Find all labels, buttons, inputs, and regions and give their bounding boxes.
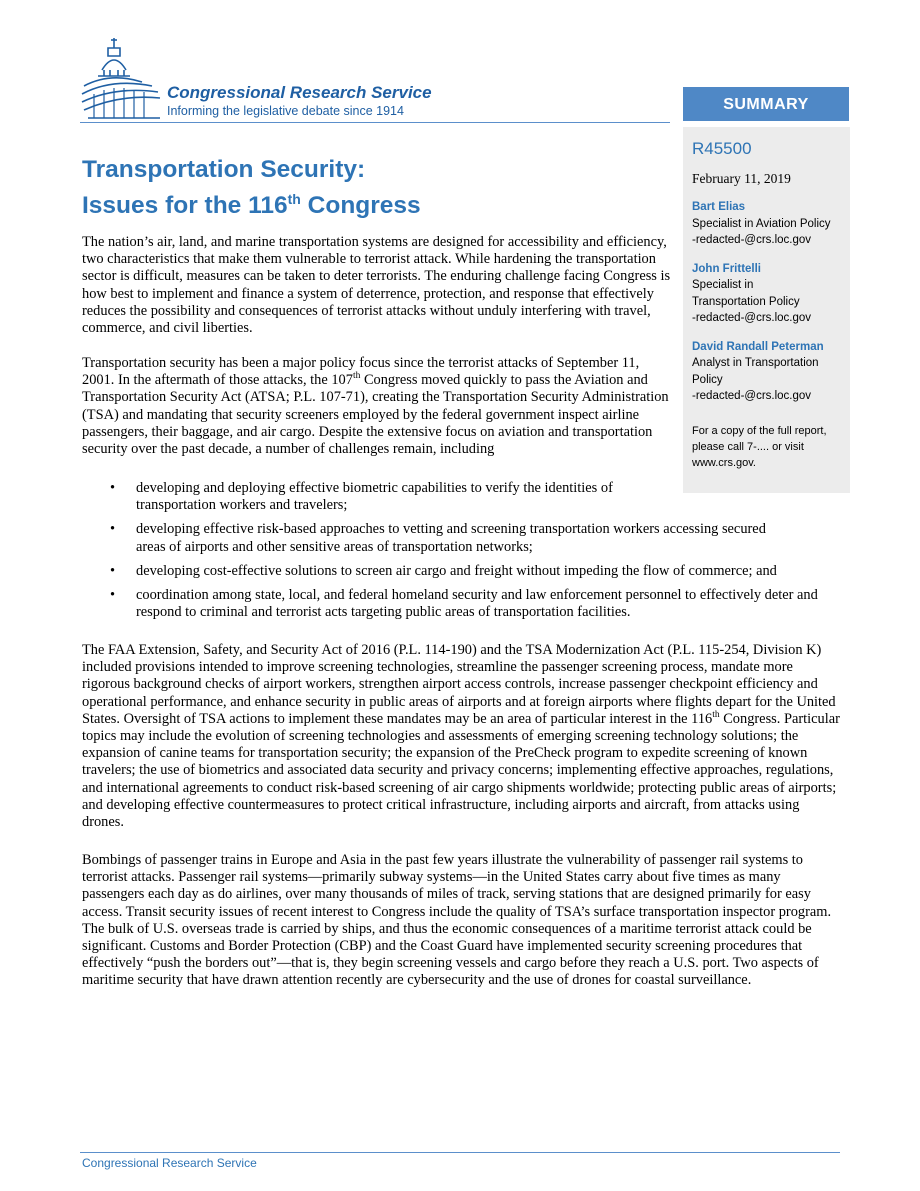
author-block: [692, 261, 842, 327]
author-email[interactable]: -redacted-@crs.loc.gov: [692, 390, 812, 402]
list-item-text: developing cost-effective solutions to screen air cargo and freight without impeding the flow of commerce; and: [136, 562, 777, 579]
copy-note: For a copy of the full report, please call 7-.... or visit www.crs.gov.: [692, 424, 827, 469]
paragraph-rail-maritime: Bombings of passenger trains in Europe and Asia in the past few years illustrate the vulnerability of passenger rail systems to terrorist attacks. Passenger rail systems—primarily subway systems—in the United States carry about five times as many passengers each day as do airlines, over many thousands of miles of track, serving stations that are designed primarily for easy access. Transit security issues of recent interest to Congress include the quality of TSA’s surface transportation inspector program. The bulk of U.S. overseas trade is carried by ships, and thus the economic consequences of a maritime terrorist attack could be significant. Customs and Border Protection (CBP) and the Coast Guard have implemented security screening procedures that effectively “push the borders out”—that is, they begin screening vessels and cargo before they reach a U.S. port. Two aspects of maritime security that have drawn attention recently are cybersecurity and the use of drones for coastal surveillance.: [82, 852, 832, 989]
summary-heading: SUMMARY: [683, 87, 849, 121]
paragraph-intro: The nation’s air, land, and marine transportation systems are designed for accessibility and efficiency, two characteristics that make them vulnerable to terrorist attack. While hardening the transportation sector is difficult, measures can be taken to deter terrorists. The enduring challenge facing Congress is how best to implement and finance a system of deterrence, protection, and response that effectively reduces the possibility and consequences of terrorist attacks without unduly interfering with travel, commerce, and civil liberties.: [82, 234, 671, 337]
superscript: th: [712, 709, 720, 720]
list-item-text: developing effective risk-based approaches to vetting and screening transportation workers accessing secured areas of airports and other sensitive areas of transportation networks;: [136, 521, 766, 555]
title-line-2: [82, 188, 672, 224]
author-block: [692, 199, 842, 249]
report-date: February 11, 2019: [692, 170, 791, 186]
title-superscript: th: [287, 191, 301, 207]
list-item-text: developing and deploying effective biometric capabilities to verify the identities of transportation workers and travelers;: [136, 480, 613, 514]
author-role: Specialist in Aviation Policy: [692, 217, 831, 230]
document-title: [82, 152, 672, 224]
report-number: R45500: [692, 139, 752, 158]
summary-sidebar: [683, 127, 850, 493]
bullet-icon: •: [110, 521, 116, 538]
author-role: Specialist in Transportation Policy: [692, 279, 800, 308]
author-email[interactable]: -redacted-@crs.loc.gov: [692, 312, 812, 324]
org-name: Congressional Research Service: [167, 83, 432, 102]
title-text: Issues for the 116: [82, 192, 288, 219]
capitol-dome-icon: [80, 34, 170, 124]
author-name: Bart Elias: [692, 201, 746, 213]
list-item: [110, 480, 646, 514]
paragraph-text: Congress. Particular topics may include the evolution of screening technologies and assessments of emerging screening technology solutions; the expansion of canine teams for transportation security; the expansion of the PreCheck program to expedite screening of known travelers; the use of biometrics and associated data security and privacy concerns; implementing effective approaches, regulations, and international agreements to conduct risk-based screening of air cargo shipments worldwide; protecting public areas of airports; and developing effective countermeasures to protect critical infrastructure, including airports and aircraft, from attacks using drones.: [82, 710, 840, 831]
list-item: [110, 563, 801, 580]
superscript: th: [352, 371, 361, 382]
paragraph-legislation: [82, 642, 844, 831]
footer-text: Congressional Research Service: [82, 1156, 257, 1170]
author-name: David Randall Peterman: [692, 340, 824, 353]
bullet-icon: •: [110, 480, 116, 496]
org-tagline: Informing the legislative debate since 1914: [167, 104, 404, 118]
paragraph-text: Congress moved quickly to pass the Aviation and Transportation Security Act (ATSA; P.L. 107-71), creating the Transportation Security Administration (TSA) and mandating that security screeners employed by the federal government inspect airline passengers, their baggage, and air cargo. Despite the extensive focus on aviation and transportation security over the past decade, a number of challenges remain, including: [82, 372, 669, 458]
author-role: Analyst in Transportation Policy: [692, 357, 819, 386]
paragraph-text: The FAA Extension, Safety, and Security Act of 2016 (P.L. 114-190) and the TSA Modernization Act (P.L. 115-254, Division K) included provisions intended to improve screening technologies, streamline the passenger screening process, mandate more rigorous background checks of airport workers, strengthen airport access controls, increase passenger checkpoint efficiency and operational performance, and enhance security in public areas of airports and at foreign airports where flights depart for the United States. Oversight of TSA actions to implement these mandates may be an area of particular interest in the 116: [82, 642, 836, 727]
list-item-text: coordination among state, local, and federal homeland security and law enforcement personnel to effectively deter and respond to criminal and terrorist acts targeting public areas of transportation facilities.: [136, 587, 818, 621]
author-email[interactable]: -redacted-@crs.loc.gov: [692, 234, 812, 246]
paragraph-policy-focus: [82, 355, 672, 458]
list-item: [110, 521, 786, 555]
title-text-end: Congress: [300, 192, 421, 219]
header-divider: [80, 122, 670, 123]
bullet-icon: •: [110, 562, 116, 579]
title-line-1: Transportation Security:: [82, 156, 366, 183]
list-item: [110, 587, 826, 621]
author-block: [692, 339, 842, 405]
author-name: John Frittelli: [692, 262, 761, 275]
bullet-icon: •: [110, 587, 116, 604]
challenges-list: [110, 480, 818, 628]
footer-divider: [80, 1152, 840, 1153]
paragraph-text: Transportation security has been a major policy focus since the terrorist attacks of September 11, 2001. In the aftermath of those attacks, the 107: [82, 355, 640, 389]
